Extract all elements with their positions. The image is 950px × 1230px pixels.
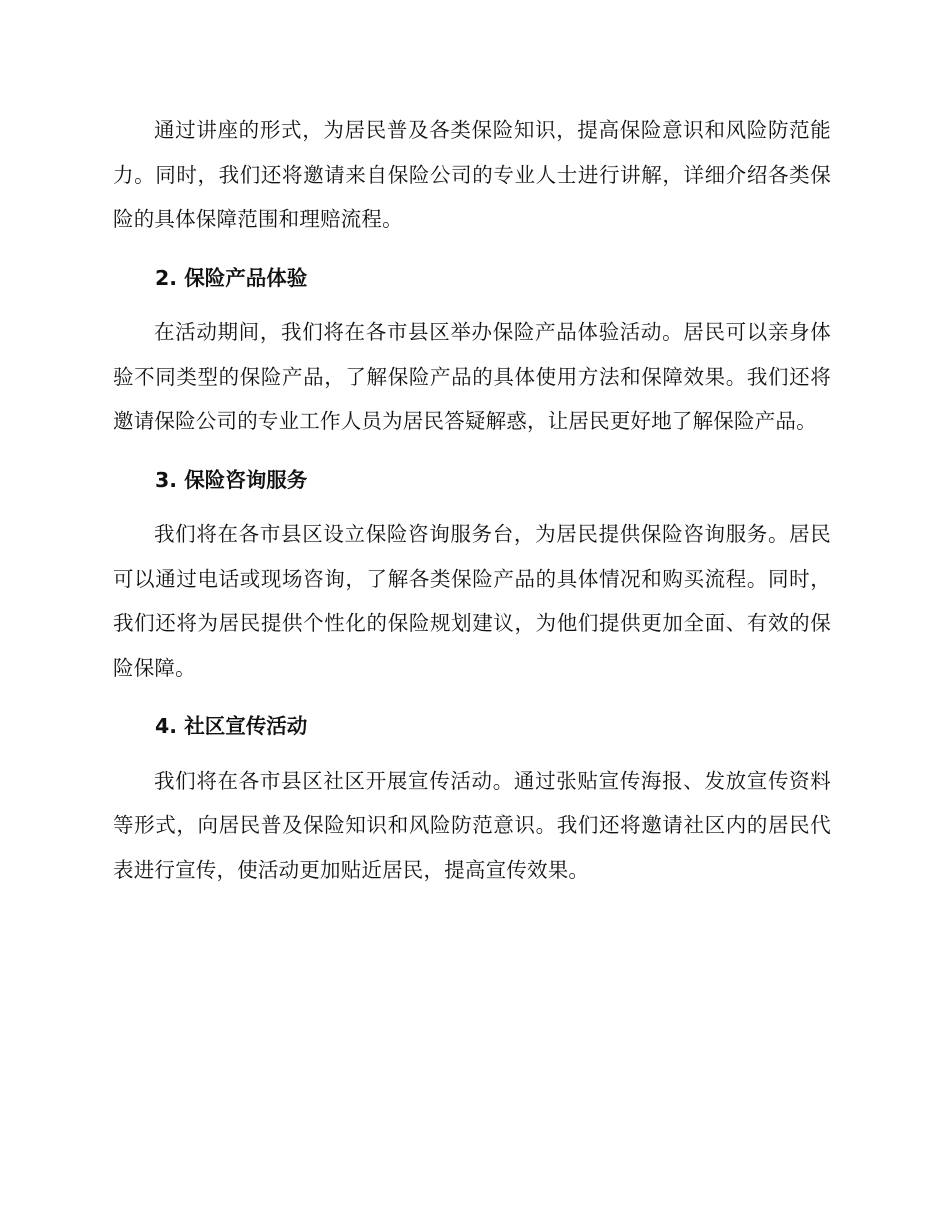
document-page	[113, 108, 831, 892]
section-heading-product-experience: 2. 保险产品体验	[155, 265, 308, 290]
section-paragraph-community-promotion: 我们将在各市县区社区开展宣传活动。通过张贴宣传海报、发放宣传资料等形式，向居民普及保险知识和风险防范意识。我们还将邀请社区内的居民代表进行宣传，使活动更加贴近居民，提高宣传效果。	[113, 768, 831, 882]
section-paragraph-consulting-service: 我们将在各市县区设立保险咨询服务台，为居民提供保险咨询服务。居民可以通过电话或现场咨询，了解各类保险产品的具体情况和购买流程。同时，我们还将为居民提供个性化的保险规划建议，为他们提供更加全面、有效的保险保障。	[113, 522, 831, 680]
section-heading-consulting-service: 3. 保险咨询服务	[155, 467, 308, 492]
intro-paragraph: 通过讲座的形式，为居民普及各类保险知识，提高保险意识和风险防范能力。同时，我们还将邀请来自保险公司的专业人士进行讲解，详细介绍各类保险的具体保障范围和理赔流程。	[113, 118, 831, 231]
section-heading-community-promotion: 4. 社区宣传活动	[155, 714, 308, 738]
section-paragraph-product-experience: 在活动期间，我们将在各市县区举办保险产品体验活动。居民可以亲身体验不同类型的保险产品，了解保险产品的具体使用方法和保障效果。我们还将邀请保险公司的专业工作人员为居民答疑解惑，让居民更好地了解保险产品。	[113, 320, 831, 433]
